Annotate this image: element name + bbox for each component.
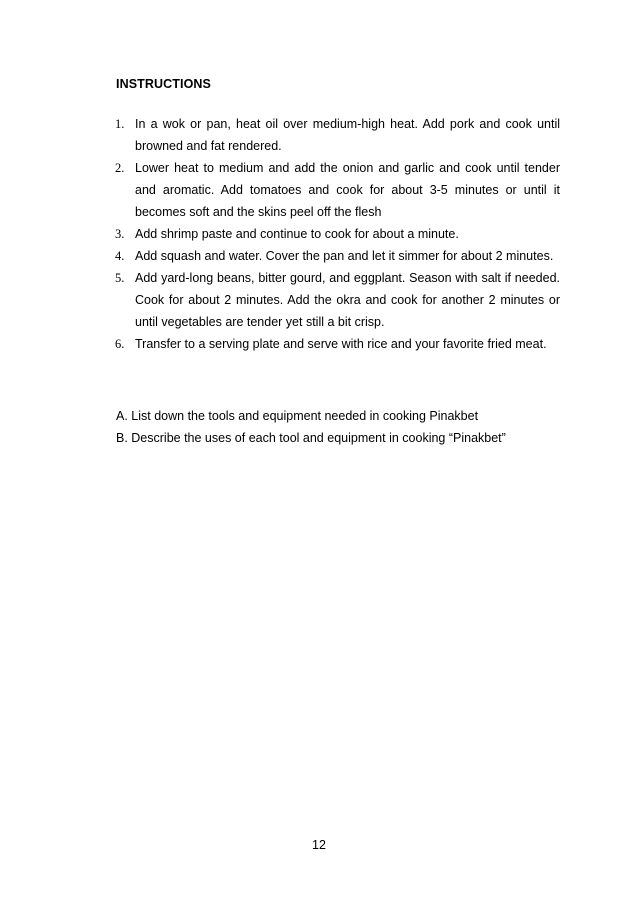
question-b: B. Describe the uses of each tool and equipment in cooking “Pinakbet” <box>116 431 506 445</box>
step-text: Lower heat to medium and add the onion and garlic and cook until tender and aromatic. Add tomatoes and cook for about 3-5 minutes or until it becomes soft and the skins peel off the flesh <box>135 161 560 219</box>
step-text: Add shrimp paste and continue to cook for about a minute. <box>135 227 459 241</box>
instruction-step <box>116 113 560 157</box>
step-number: 3. <box>115 227 125 241</box>
instruction-step <box>116 157 560 223</box>
step-number: 1. <box>115 117 125 131</box>
step-number: 4. <box>115 249 125 263</box>
step-text: Add yard-long beans, bitter gourd, and eggplant. Season with salt if needed. Cook for about 2 minutes. Add the okra and cook for another 2 minutes or until vegetables are tender yet still a bit crisp. <box>135 271 560 329</box>
question-a: A. List down the tools and equipment needed in cooking Pinakbet <box>116 409 479 423</box>
instruction-step <box>116 223 560 245</box>
instruction-step <box>116 333 560 355</box>
instruction-steps-list <box>116 113 560 355</box>
step-text: In a wok or pan, heat oil over medium-high heat. Add pork and cook until browned and fat rendered. <box>135 117 560 153</box>
step-number: 6. <box>115 337 125 351</box>
instruction-step <box>116 245 560 267</box>
step-text: Transfer to a serving plate and serve with rice and your favorite fried meat. <box>135 337 547 351</box>
step-number: 5. <box>115 271 125 285</box>
page-number: 12 <box>312 838 326 852</box>
step-number: 2. <box>115 161 125 175</box>
instructions-heading: INSTRUCTIONS <box>116 77 211 91</box>
step-text: Add squash and water. Cover the pan and let it simmer for about 2 minutes. <box>135 249 554 263</box>
instruction-step <box>116 267 560 333</box>
activity-questions <box>116 405 576 449</box>
